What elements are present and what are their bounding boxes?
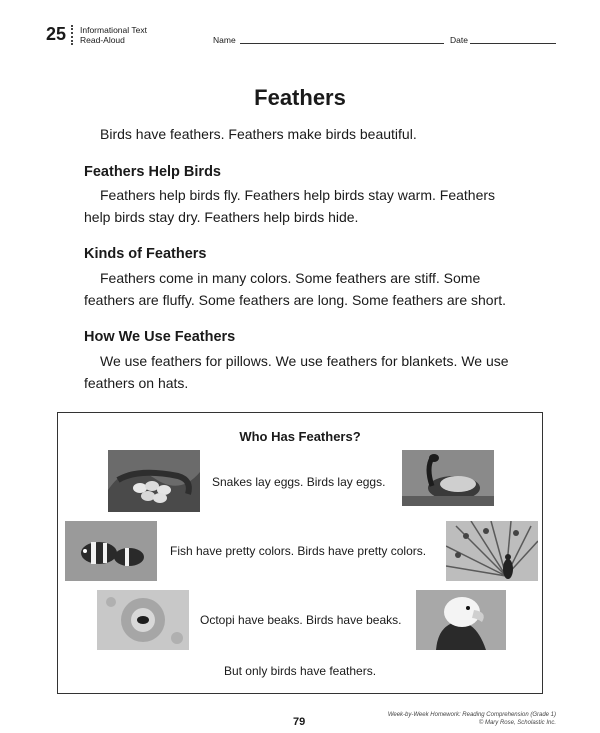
snake-eggs-photo	[108, 450, 200, 512]
comparison-text: Fish have pretty colors. Birds have pretty colors.	[170, 544, 427, 558]
paragraph-line: Feathers come in many colors. Some feathers are stiff. Some	[100, 270, 481, 286]
credit-title: Week-by-Week Homework: Reading Comprehension (Grade 1)	[387, 712, 556, 718]
box-title: Who Has Feathers?	[239, 429, 361, 444]
page-title: Feathers	[254, 85, 346, 110]
section-heading: Kinds of Feathers	[84, 246, 207, 262]
comparison-conclusion: But only birds have feathers.	[223, 664, 377, 678]
goose-photo	[402, 450, 494, 506]
octopus-photo	[97, 590, 189, 650]
peacock-photo	[446, 521, 538, 581]
intro-line: Birds have feathers. Feathers make birds beautiful.	[100, 126, 417, 142]
peacock-image	[446, 521, 538, 581]
page-number: 79	[293, 716, 306, 728]
comparison-text: Octopi have beaks. Birds have beaks.	[200, 613, 402, 627]
name-label: Name	[213, 35, 236, 45]
octopus-image	[97, 590, 189, 650]
section-heading: How We Use Feathers	[84, 329, 236, 345]
credit-copyright: © Mary Rose, Scholastic Inc.	[478, 720, 556, 726]
category-label: Informational Text	[80, 25, 147, 35]
section-heading: Feathers Help Birds	[84, 164, 221, 180]
clownfish-image	[65, 521, 157, 581]
name-field[interactable]	[240, 43, 444, 44]
snake-eggs-image	[108, 450, 200, 512]
paragraph-line: feathers on hats.	[84, 375, 189, 391]
category-sublabel: Read-Aloud	[80, 35, 125, 45]
lesson-number: 25	[46, 24, 67, 44]
goose-image	[402, 450, 494, 506]
section-paragraph	[84, 267, 524, 311]
eagle-image	[416, 590, 506, 650]
paragraph-line: We use feathers for pillows. We use feathers for blankets. We use	[100, 353, 509, 369]
date-label: Date	[450, 35, 468, 45]
paragraph-line: help birds stay dry. Feathers help birds hide.	[84, 209, 359, 225]
clownfish-photo	[65, 521, 157, 581]
paragraph-line: feathers are fluffy. Some feathers are long. Some feathers are short.	[84, 292, 507, 308]
comparison-text: Snakes lay eggs. Birds lay eggs.	[212, 475, 386, 489]
intro-paragraph	[84, 123, 524, 145]
dotted-divider	[71, 25, 77, 45]
paragraph-line: Feathers help birds fly. Feathers help birds stay warm. Feathers	[100, 187, 496, 203]
section-paragraph	[84, 350, 524, 394]
section-paragraph	[84, 184, 524, 228]
date-field[interactable]	[470, 43, 556, 44]
eagle-photo	[416, 590, 506, 650]
